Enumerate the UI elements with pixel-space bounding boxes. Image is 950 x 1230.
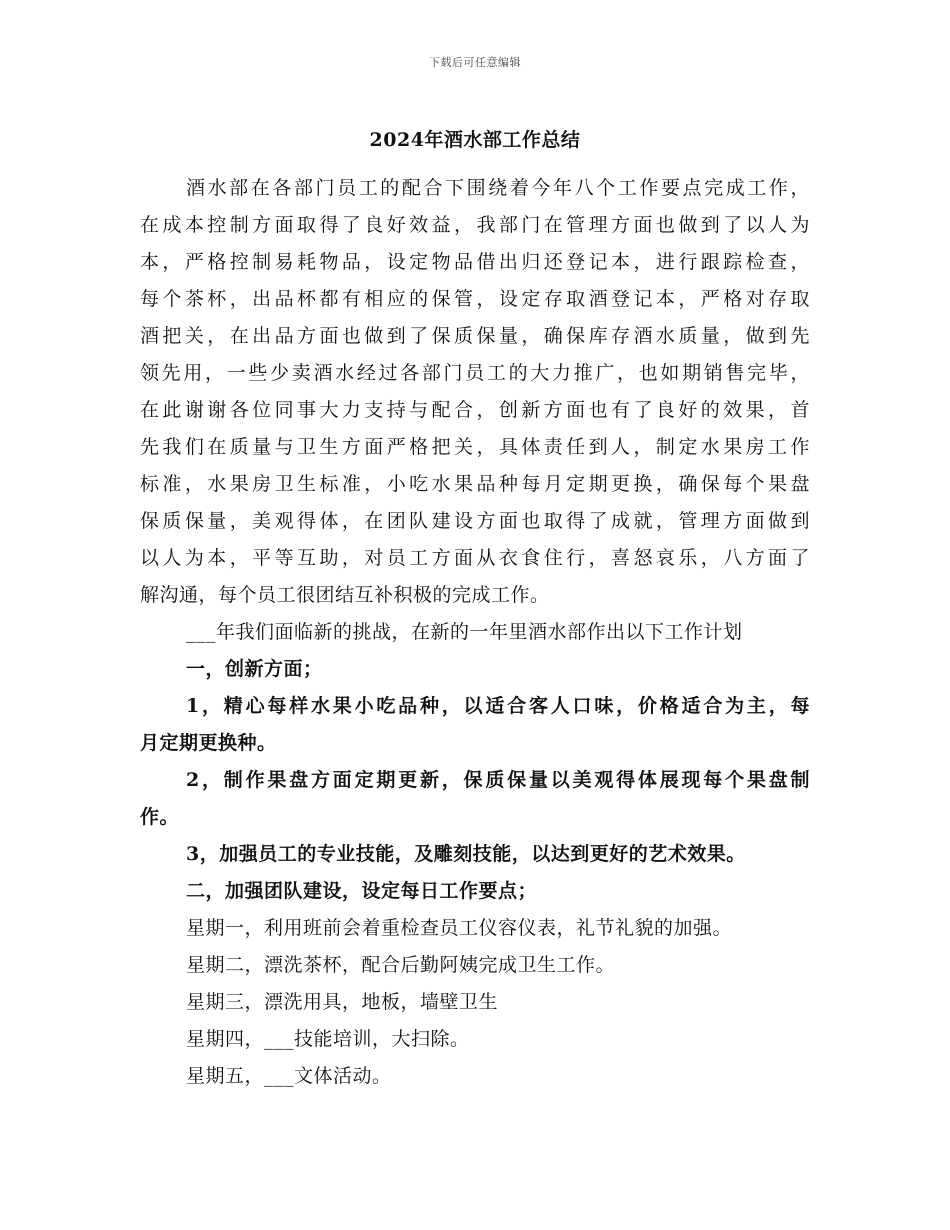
plan-item-line: 1，精心每样水果小吃品种，以适合客人口味，价格适合为主，每 [186,695,810,717]
plan-intro: ___年我们面临新的挑战，在新的一年里酒水部作出以下工作计划 [186,621,743,643]
intro-line: 在成本控制方面取得了良好效益，我部门在管理方面也做到了以人为 [140,214,810,236]
weekday-item-thursday: 星期四，___技能培训，大扫除。 [186,1028,470,1050]
intro-line: 先我们在质量与卫生方面严格把关，具体责任到人，制定水果房工作 [140,436,810,458]
weekday-item-wednesday: 星期三，漂洗用具，地板，墙壁卫生 [186,991,499,1013]
weekday-item-tuesday: 星期二，漂洗茶杯，配合后勤阿姨完成卫生工作。 [186,954,616,976]
plan-item-3: 3，加强员工的专业技能，及雕刻技能，以达到更好的艺术效果。 [186,843,746,865]
intro-paragraph [140,170,810,614]
weekday-item-monday: 星期一，利用班前会着重检查员工仪容仪表，礼节礼貌的加强。 [186,917,733,939]
intro-line: 酒水部在各部门员工的配合下围绕着今年八个工作要点完成工作， [186,177,810,199]
plan-item-2 [140,762,810,836]
page-title: 2024年酒水部工作总结 [369,129,581,151]
document-body [140,170,810,1095]
intro-line: 领先用，一些少卖酒水经过各部门员工的大力推广，也如期销售完毕， [140,362,810,384]
plan-item-line: 2，制作果盘方面定期更新，保质保量以美观得体展现每个果盘制 [186,769,810,791]
weekday-list [140,910,810,1095]
section2-heading: 二，加强团队建设，设定每日工作要点； [186,880,538,902]
intro-line: 每个茶杯，出品杯都有相应的保管，设定存取酒登记本，严格对存取 [140,288,810,310]
intro-line: 解沟通，每个员工很团结互补积极的完成工作。 [140,584,550,606]
intro-line: 在此谢谢各位同事大力支持与配合，创新方面也有了良好的效果，首 [140,399,810,421]
intro-line: 本，严格控制易耗物品，设定物品借出归还登记本，进行跟踪检查， [140,251,810,273]
weekday-item-friday: 星期五，___文体活动。 [186,1065,392,1087]
section1-heading: 一，创新方面； [186,658,323,680]
header-note: 下载后可任意编辑 [429,56,521,69]
intro-line: 以人为本，平等互助，对员工方面从衣食住行，喜怒哀乐，八方面了 [140,547,810,569]
intro-line: 保质保量，美观得体，在团队建设方面也取得了成就，管理方面做到 [140,510,810,532]
plan-item-line: 作。 [140,806,180,828]
intro-line: 酒把关，在出品方面也做到了保质保量，确保库存酒水质量，做到先 [140,325,810,347]
plan-item-1 [140,688,810,762]
intro-line: 标准，水果房卫生标准，小吃水果品种每月定期更换，确保每个果盘 [140,473,810,495]
plan-item-line: 月定期更换种。 [140,732,277,754]
